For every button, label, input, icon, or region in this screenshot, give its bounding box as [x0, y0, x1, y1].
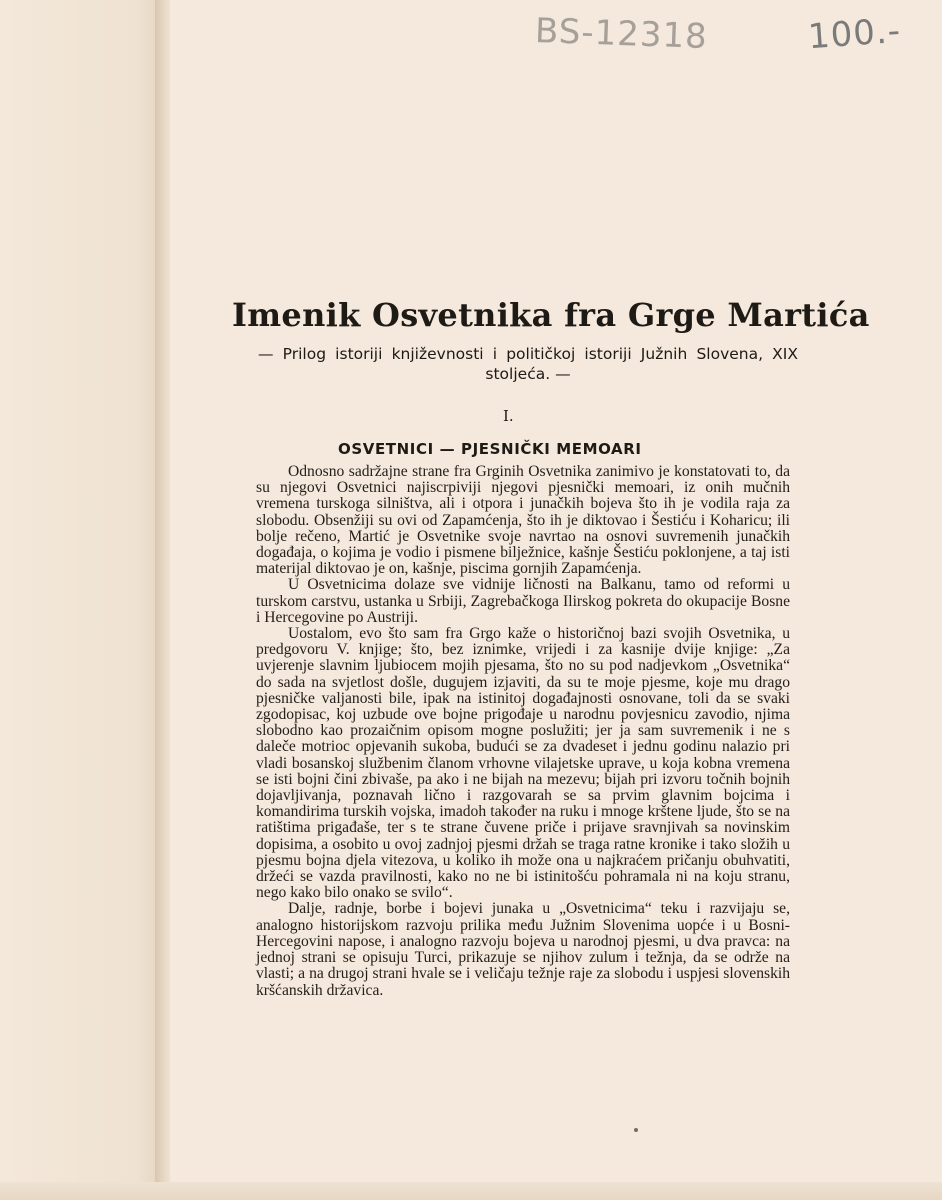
- pencil-price: 100.-: [806, 10, 903, 58]
- body-text: [256, 464, 790, 999]
- document-title: Imenik Osvetnika fra Grge Martića: [232, 296, 870, 334]
- paragraph: Uostalom, evo što sam fra Grgo kaže o historičnoj bazi svojih Osvetnika, u predgovoru V. knjige; što, bez iznimke, vrijedi i za kasnije dvije knjige: „Za uvjerenje slavnim ljubiocem mojih pjesama, što no su pod nadjevkom „Osvetnika“ do sada na svjetlost došle, dugujem izjaviti, da su te moje pjesme, koje mu drago pjesničke valjanosti bile, ipak na istinitoj događajnosti osnovane, toli da se svaki zgodopisac, koj uzbude ove bojne prigođaje u narodnu povjesnicu zavodio, njima slobodno kao prozaičnim opisom mogne poslužiti; jer ja sam suvremenik i ne s daleče motrioc opjevanih sukoba, budući se za dvadeset i jednu godinu nalazio pri vladi bosanskoj službenim članom vrhovne vilajetske uprave, u koja kobna vremena se isti bojni čini zbivaše, pa ako i ne bijah na mezevu; bijah pri izvoru točnih bojnih dojavljivanja, poznavah lično i razgovarah se sa prvim glavnim bojcima i komandirima turskih vojska, imadoh također na ruku i mnoge krštene ljude, što se na ratištima prigađaše, ter s te strane čuvene priče i prijave sravnjivah sa novinskim dopisima, a osobito u ovoj zadnjoj pjesmi držah se traga ratne kronike i tako složih u pjesmu bojna djela vitezova, u koliko ih može ona u najkraćem pričanju obuhvatiti, držeći se vazda pravilnosti, kako no ne bi istinitošću pohramala ni na koju stranu, nego kako bilo onako se svilo“.: [256, 625, 790, 902]
- ink-speck: [634, 1128, 638, 1132]
- section-number: I.: [503, 407, 514, 425]
- document-subtitle: — Prilog istoriji književnosti i političkoj istoriji Južnih Slovena, XIX stoljeća. —: [258, 345, 798, 383]
- paragraph: U Osvetnicima dolaze sve vidnije ličnosti na Balkanu, tamo od reformi u turskom carstvu, ustanka u Srbiji, Zagrebačkoga Ilirskog pokreta do okupacije Bosne i Hercegovine po Austriji.: [256, 576, 790, 626]
- paragraph: Dalje, radnje, borbe i bojevi junaka u „Osvetnicima“ teku i razvijaju se, analogno historijskom razvoju prilika među Južnim Slovenima uopće i u Bosni-Hercegovini napose, i analogno razvoju bojeva u narodnoj pjesmi, u dva pravca: na jednoj strani se opisuju Turci, prikazuje se njihov zulum i težnja, da se održe na vlasti; a na drugoj strani hvale se i veličaju težnje raje za slobodu i uspjesi slovenskih kršćanskih državica.: [256, 900, 790, 999]
- back-page: [0, 0, 160, 1200]
- paragraph: Odnosno sadržajne strane fra Grginih Osvetnika zanimivo je konstatovati to, da su njegovi Osvetnici najiscrpiviji njegovi pjesnički memoari, iz onih mučnih vremena turskoga silništva, ali i otpora i junačkih bojeva što ih je vodila raja za slobodu. Obsenžiji su ovi od Zapamćenja, što ih je diktovao i Šestiću i Koharicu; ili bolje rečeno, Martić je Osvetnike svoje navrtao na osnovi suvremenih junačkih događaja, o kojima je vodio i pismene bilježnice, kašnje Šestiću poklonjene, a taj isti materijal diktovao je on, kašnje, piscima gornjih Zapamćenja.: [256, 463, 790, 578]
- page-bottom-edge: [0, 1182, 942, 1200]
- section-heading: OSVETNICI — PJESNIČKI MEMOARI: [338, 440, 642, 458]
- pencil-catalog-id: BS-12318: [534, 10, 709, 58]
